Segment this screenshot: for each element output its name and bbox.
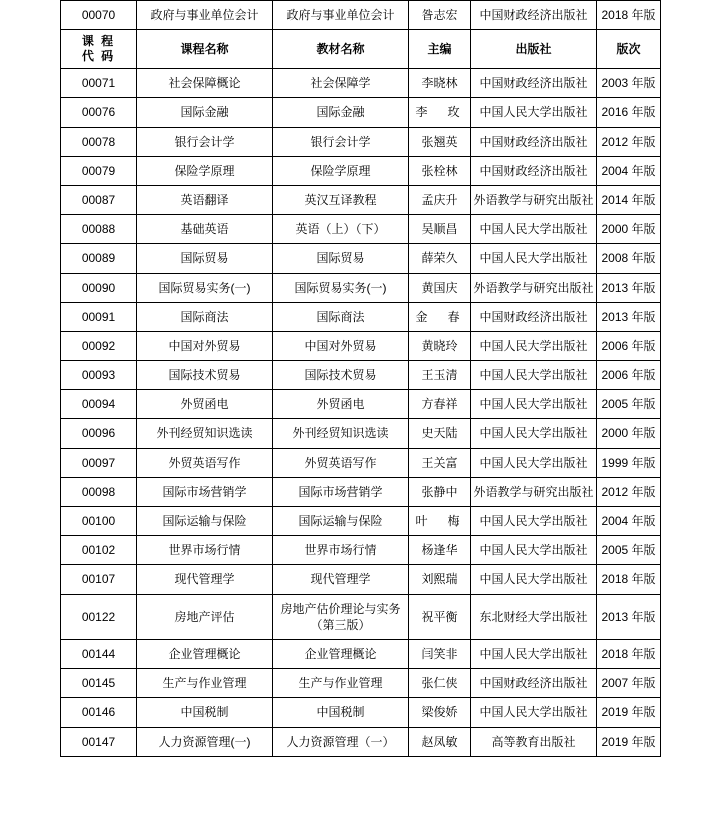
table-row bbox=[61, 69, 661, 98]
cell-edition: 2013 年版 bbox=[597, 302, 661, 331]
course-textbook-table bbox=[60, 0, 661, 757]
cell-book-name: 生产与作业管理 bbox=[273, 669, 409, 698]
cell-edition: 2014 年版 bbox=[597, 185, 661, 214]
cell-editor: 叶 梅 bbox=[409, 507, 471, 536]
table-row bbox=[61, 477, 661, 506]
cell-course-code: 00146 bbox=[61, 698, 137, 727]
header-course-code-line1: 课 程 bbox=[81, 34, 116, 49]
cell-publisher: 外语教学与研究出版社 bbox=[471, 185, 597, 214]
cell-edition: 2019 年版 bbox=[597, 727, 661, 756]
cell-book-name: 中国对外贸易 bbox=[273, 331, 409, 360]
cell-book-name: 社会保障学 bbox=[273, 69, 409, 98]
cell-edition: 2005 年版 bbox=[597, 536, 661, 565]
cell-course-code: 00096 bbox=[61, 419, 137, 448]
cell-course-name: 银行会计学 bbox=[137, 127, 273, 156]
cell-editor: 张翘英 bbox=[409, 127, 471, 156]
cell-editor: 史天陆 bbox=[409, 419, 471, 448]
cell-edition: 2013 年版 bbox=[597, 594, 661, 639]
cell-edition: 2018 年版 bbox=[597, 1, 661, 30]
cell-course-name: 国际商法 bbox=[137, 302, 273, 331]
table-row bbox=[61, 669, 661, 698]
cell-editor: 孟庆升 bbox=[409, 185, 471, 214]
header-edition: 版次 bbox=[597, 30, 661, 69]
cell-editor: 王玉清 bbox=[409, 361, 471, 390]
cell-course-name: 房地产评估 bbox=[137, 594, 273, 639]
cell-edition: 2008 年版 bbox=[597, 244, 661, 273]
cell-course-name: 保险学原理 bbox=[137, 156, 273, 185]
cell-course-code: 00088 bbox=[61, 215, 137, 244]
cell-book-name: 国际运输与保险 bbox=[273, 507, 409, 536]
cell-publisher: 中国财政经济出版社 bbox=[471, 302, 597, 331]
cell-edition: 2003 年版 bbox=[597, 69, 661, 98]
cell-course-name: 国际技术贸易 bbox=[137, 361, 273, 390]
cell-course-code: 00091 bbox=[61, 302, 137, 331]
cell-course-name: 国际贸易 bbox=[137, 244, 273, 273]
cell-editor: 张栓林 bbox=[409, 156, 471, 185]
table-row bbox=[61, 127, 661, 156]
cell-edition: 2000 年版 bbox=[597, 215, 661, 244]
cell-book-name: 人力资源管理（一） bbox=[273, 727, 409, 756]
header-publisher: 出版社 bbox=[471, 30, 597, 69]
cell-book-name: 国际市场营销学 bbox=[273, 477, 409, 506]
cell-editor: 祝平衡 bbox=[409, 594, 471, 639]
cell-course-name: 生产与作业管理 bbox=[137, 669, 273, 698]
cell-course-code: 00145 bbox=[61, 669, 137, 698]
cell-book-name: 政府与事业单位会计 bbox=[273, 1, 409, 30]
cell-editor: 昝志宏 bbox=[409, 1, 471, 30]
cell-editor: 王关富 bbox=[409, 448, 471, 477]
cell-editor: 吴顺昌 bbox=[409, 215, 471, 244]
cell-course-code: 00102 bbox=[61, 536, 137, 565]
cell-publisher: 中国人民大学出版社 bbox=[471, 698, 597, 727]
cell-edition: 2000 年版 bbox=[597, 419, 661, 448]
cell-edition: 2013 年版 bbox=[597, 273, 661, 302]
table-body bbox=[61, 1, 661, 757]
cell-course-name: 外贸英语写作 bbox=[137, 448, 273, 477]
table-row bbox=[61, 594, 661, 639]
cell-publisher: 中国人民大学出版社 bbox=[471, 507, 597, 536]
cell-book-name: 外贸函电 bbox=[273, 390, 409, 419]
cell-edition: 2018 年版 bbox=[597, 565, 661, 594]
header-course-name: 课程名称 bbox=[137, 30, 273, 69]
cell-edition: 2005 年版 bbox=[597, 390, 661, 419]
cell-publisher: 中国财政经济出版社 bbox=[471, 1, 597, 30]
table-row bbox=[61, 565, 661, 594]
table-header-row bbox=[61, 30, 661, 69]
cell-editor: 李晓林 bbox=[409, 69, 471, 98]
cell-publisher: 中国财政经济出版社 bbox=[471, 669, 597, 698]
cell-course-code: 00079 bbox=[61, 156, 137, 185]
table-row bbox=[61, 156, 661, 185]
cell-course-code: 00078 bbox=[61, 127, 137, 156]
cell-editor: 闫笑非 bbox=[409, 639, 471, 668]
table-row bbox=[61, 361, 661, 390]
cell-editor: 刘熙瑞 bbox=[409, 565, 471, 594]
cell-publisher: 外语教学与研究出版社 bbox=[471, 477, 597, 506]
cell-course-code: 00100 bbox=[61, 507, 137, 536]
cell-course-name: 国际贸易实务(一) bbox=[137, 273, 273, 302]
table-row bbox=[61, 536, 661, 565]
cell-edition: 1999 年版 bbox=[597, 448, 661, 477]
table-row bbox=[61, 1, 661, 30]
cell-book-name: 银行会计学 bbox=[273, 127, 409, 156]
table-row bbox=[61, 390, 661, 419]
cell-course-code: 00089 bbox=[61, 244, 137, 273]
cell-course-code: 00122 bbox=[61, 594, 137, 639]
cell-course-code: 00076 bbox=[61, 98, 137, 127]
cell-publisher: 中国人民大学出版社 bbox=[471, 98, 597, 127]
table-row bbox=[61, 98, 661, 127]
cell-book-name: 英语（上）（下） bbox=[273, 215, 409, 244]
table-row bbox=[61, 727, 661, 756]
cell-editor: 黄国庆 bbox=[409, 273, 471, 302]
cell-editor: 金 春 bbox=[409, 302, 471, 331]
cell-course-code: 00070 bbox=[61, 1, 137, 30]
cell-editor: 梁俊娇 bbox=[409, 698, 471, 727]
table-row bbox=[61, 448, 661, 477]
cell-publisher: 中国人民大学出版社 bbox=[471, 390, 597, 419]
table-row bbox=[61, 302, 661, 331]
cell-book-name: 国际贸易实务(一) bbox=[273, 273, 409, 302]
cell-edition: 2007 年版 bbox=[597, 669, 661, 698]
cell-publisher: 中国人民大学出版社 bbox=[471, 536, 597, 565]
cell-editor: 张静中 bbox=[409, 477, 471, 506]
cell-book-name: 房地产估价理论与实务（第三版） bbox=[273, 594, 409, 639]
cell-course-name: 国际金融 bbox=[137, 98, 273, 127]
cell-course-code: 00087 bbox=[61, 185, 137, 214]
cell-course-code: 00094 bbox=[61, 390, 137, 419]
cell-course-code: 00092 bbox=[61, 331, 137, 360]
cell-edition: 2019 年版 bbox=[597, 698, 661, 727]
cell-course-code: 00071 bbox=[61, 69, 137, 98]
header-course-code bbox=[61, 30, 137, 69]
cell-course-code: 00144 bbox=[61, 639, 137, 668]
cell-editor: 薛荣久 bbox=[409, 244, 471, 273]
cell-book-name: 国际商法 bbox=[273, 302, 409, 331]
cell-book-name: 国际金融 bbox=[273, 98, 409, 127]
cell-course-name: 国际市场营销学 bbox=[137, 477, 273, 506]
header-editor: 主编 bbox=[409, 30, 471, 69]
cell-course-name: 现代管理学 bbox=[137, 565, 273, 594]
cell-book-name: 企业管理概论 bbox=[273, 639, 409, 668]
cell-edition: 2004 年版 bbox=[597, 156, 661, 185]
cell-publisher: 中国人民大学出版社 bbox=[471, 565, 597, 594]
cell-edition: 2016 年版 bbox=[597, 98, 661, 127]
table-row bbox=[61, 698, 661, 727]
table-row bbox=[61, 639, 661, 668]
cell-editor: 赵凤敏 bbox=[409, 727, 471, 756]
cell-course-name: 企业管理概论 bbox=[137, 639, 273, 668]
cell-publisher: 中国财政经济出版社 bbox=[471, 156, 597, 185]
table-row bbox=[61, 507, 661, 536]
cell-publisher: 中国财政经济出版社 bbox=[471, 69, 597, 98]
cell-publisher: 中国人民大学出版社 bbox=[471, 639, 597, 668]
cell-book-name: 外刊经贸知识选读 bbox=[273, 419, 409, 448]
table-row bbox=[61, 244, 661, 273]
cell-edition: 2006 年版 bbox=[597, 361, 661, 390]
cell-publisher: 中国人民大学出版社 bbox=[471, 448, 597, 477]
cell-course-name: 人力资源管理(一) bbox=[137, 727, 273, 756]
cell-course-name: 英语翻译 bbox=[137, 185, 273, 214]
cell-edition: 2004 年版 bbox=[597, 507, 661, 536]
cell-editor: 李 玫 bbox=[409, 98, 471, 127]
cell-publisher: 中国人民大学出版社 bbox=[471, 419, 597, 448]
cell-publisher: 东北财经大学出版社 bbox=[471, 594, 597, 639]
cell-course-name: 外刊经贸知识选读 bbox=[137, 419, 273, 448]
cell-course-code: 00090 bbox=[61, 273, 137, 302]
header-book-name: 教材名称 bbox=[273, 30, 409, 69]
cell-edition: 2012 年版 bbox=[597, 127, 661, 156]
cell-book-name: 国际贸易 bbox=[273, 244, 409, 273]
table-row bbox=[61, 419, 661, 448]
cell-publisher: 中国人民大学出版社 bbox=[471, 331, 597, 360]
cell-course-name: 中国对外贸易 bbox=[137, 331, 273, 360]
cell-edition: 2018 年版 bbox=[597, 639, 661, 668]
cell-book-name: 英汉互译教程 bbox=[273, 185, 409, 214]
cell-course-name: 基础英语 bbox=[137, 215, 273, 244]
cell-book-name: 国际技术贸易 bbox=[273, 361, 409, 390]
table-row bbox=[61, 273, 661, 302]
cell-course-code: 00098 bbox=[61, 477, 137, 506]
cell-publisher: 外语教学与研究出版社 bbox=[471, 273, 597, 302]
cell-edition: 2006 年版 bbox=[597, 331, 661, 360]
cell-course-name: 国际运输与保险 bbox=[137, 507, 273, 536]
cell-course-code: 00107 bbox=[61, 565, 137, 594]
cell-course-name: 世界市场行情 bbox=[137, 536, 273, 565]
cell-course-code: 00097 bbox=[61, 448, 137, 477]
cell-book-name: 世界市场行情 bbox=[273, 536, 409, 565]
cell-editor: 黄晓玲 bbox=[409, 331, 471, 360]
table-row bbox=[61, 215, 661, 244]
cell-editor: 杨逢华 bbox=[409, 536, 471, 565]
cell-book-name: 现代管理学 bbox=[273, 565, 409, 594]
cell-course-name: 社会保障概论 bbox=[137, 69, 273, 98]
header-course-code-line2: 代 码 bbox=[81, 49, 116, 64]
cell-course-name: 政府与事业单位会计 bbox=[137, 1, 273, 30]
cell-course-code: 00093 bbox=[61, 361, 137, 390]
cell-publisher: 中国人民大学出版社 bbox=[471, 244, 597, 273]
table-row bbox=[61, 185, 661, 214]
cell-book-name: 中国税制 bbox=[273, 698, 409, 727]
cell-book-name: 外贸英语写作 bbox=[273, 448, 409, 477]
cell-publisher: 中国人民大学出版社 bbox=[471, 215, 597, 244]
cell-edition: 2012 年版 bbox=[597, 477, 661, 506]
table-row bbox=[61, 331, 661, 360]
cell-publisher: 中国财政经济出版社 bbox=[471, 127, 597, 156]
cell-book-name: 保险学原理 bbox=[273, 156, 409, 185]
cell-editor: 方春祥 bbox=[409, 390, 471, 419]
cell-editor: 张仁侠 bbox=[409, 669, 471, 698]
cell-course-name: 中国税制 bbox=[137, 698, 273, 727]
cell-course-name: 外贸函电 bbox=[137, 390, 273, 419]
cell-publisher: 高等教育出版社 bbox=[471, 727, 597, 756]
cell-publisher: 中国人民大学出版社 bbox=[471, 361, 597, 390]
cell-course-code: 00147 bbox=[61, 727, 137, 756]
